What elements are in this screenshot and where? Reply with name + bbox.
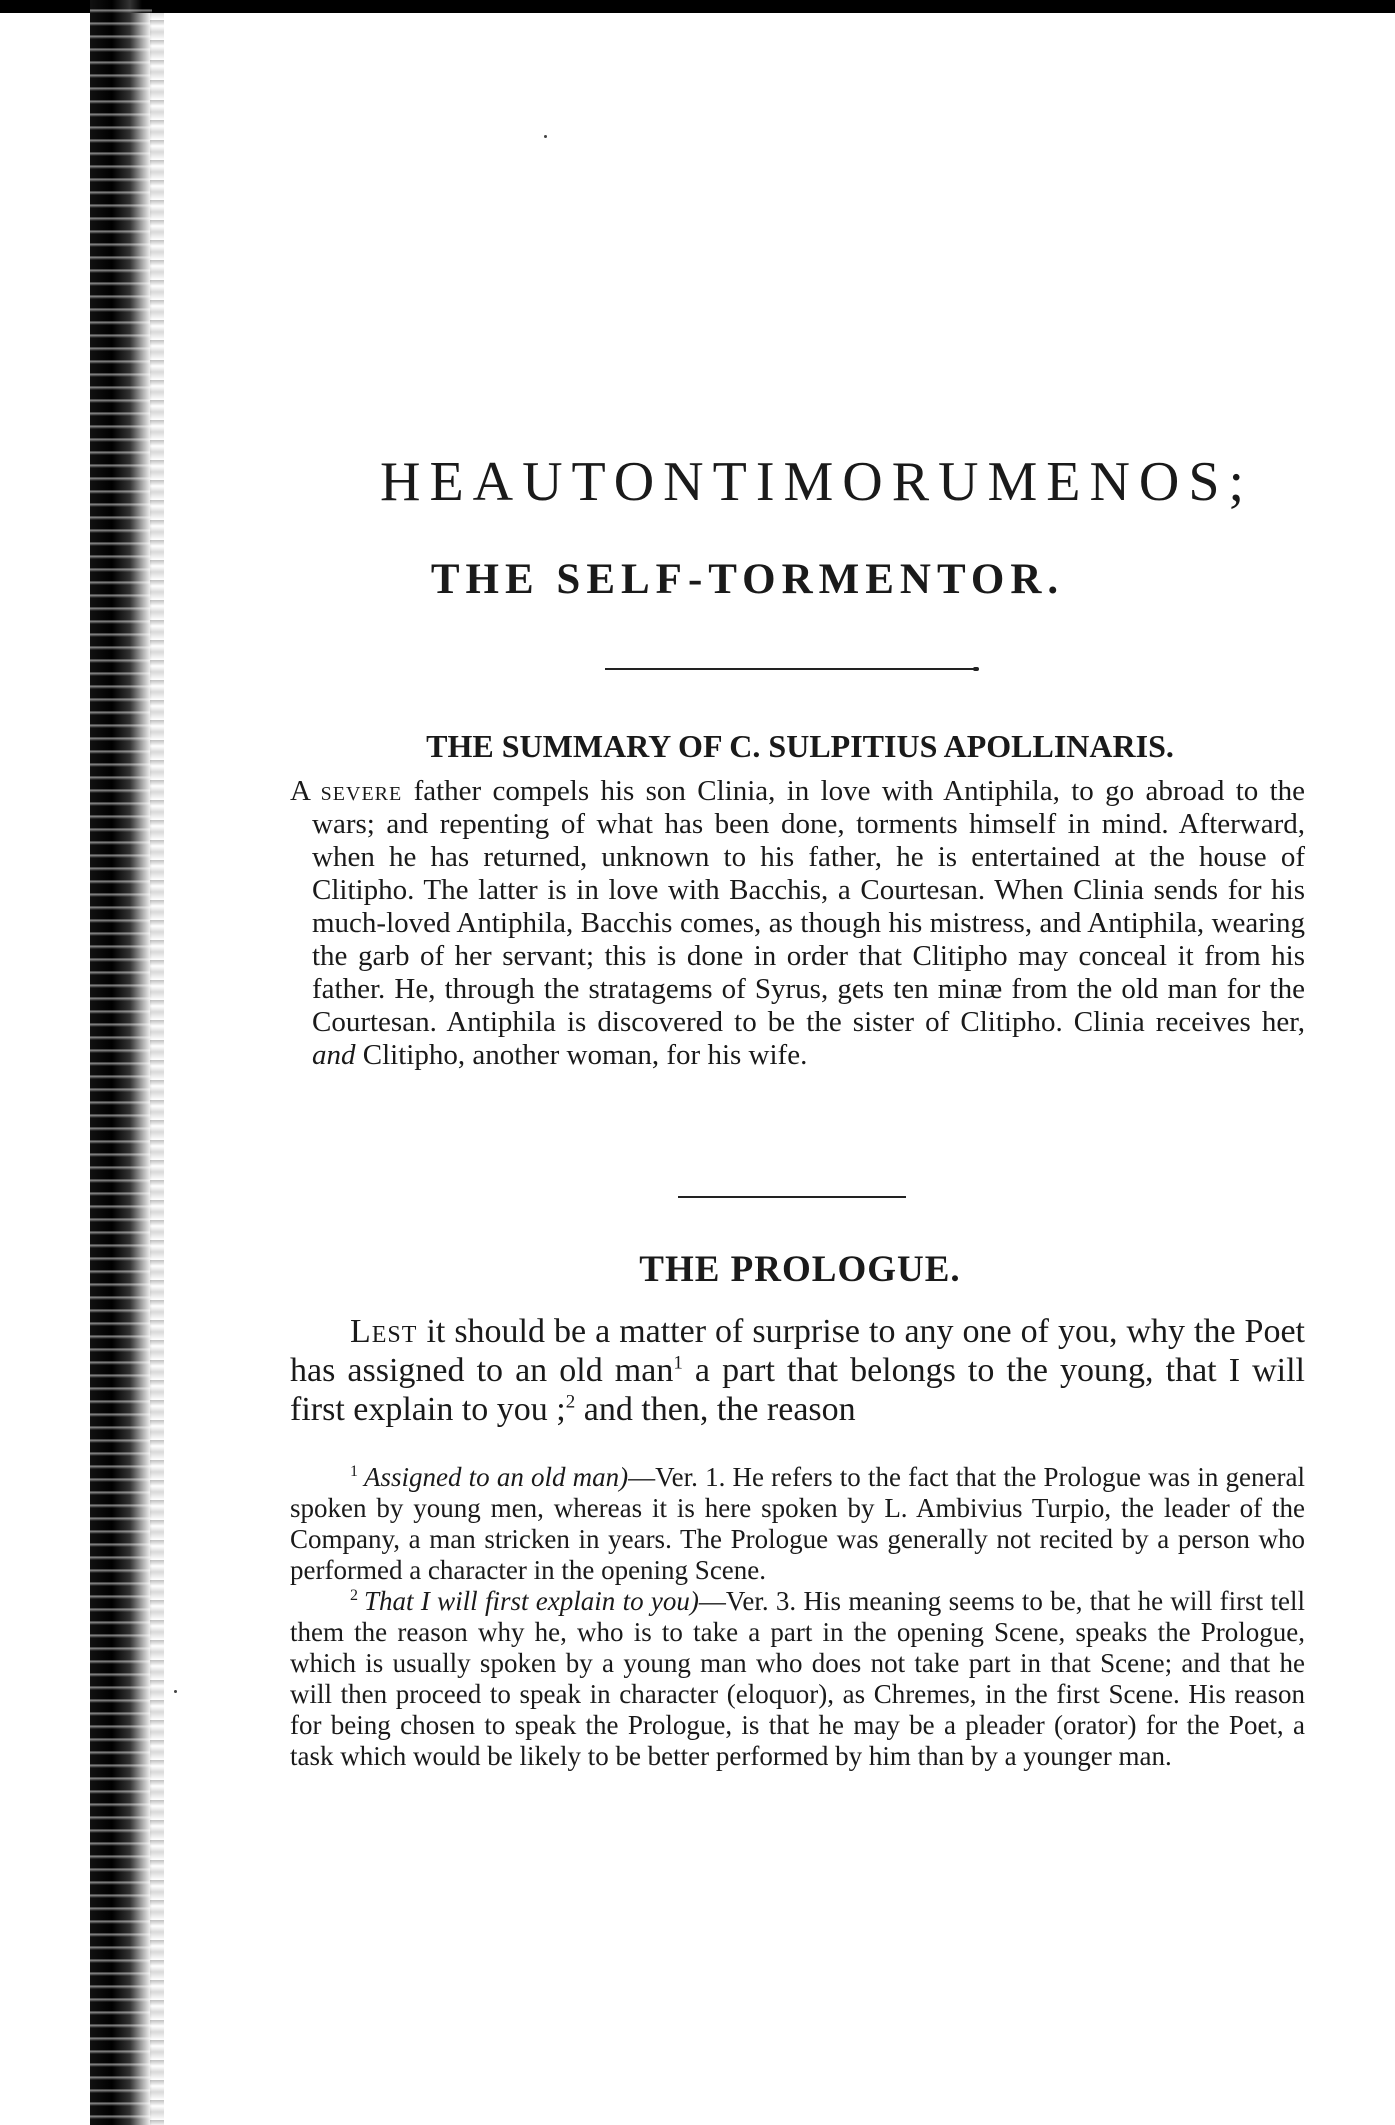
footnotes (290, 1462, 1305, 1772)
summary-paragraph (290, 775, 1305, 1072)
page-title: HEAUTONTIMORUMENOS; (380, 451, 1254, 513)
prologue-text-c: and then, the reason (583, 1391, 856, 1428)
page-subtitle: THE SELF-TORMENTOR. (430, 556, 1065, 603)
footnote-marker-1: 1 (673, 1352, 683, 1374)
prologue-text-b: a part that belongs to the young, that I will first explain to you ; (290, 1352, 1305, 1428)
summary-heading: THE SUMMARY OF C. SULPITIUS APOLLINARIS. (426, 728, 1174, 764)
summary-lead-word: severe (320, 775, 403, 807)
footnote (290, 1462, 1305, 1586)
section-divider-short (678, 1196, 906, 1198)
prologue-paragraph (290, 1312, 1305, 1429)
footnote-marker-2: 2 (565, 1391, 576, 1413)
footnote-reference: That I will first explain to you) (364, 1586, 699, 1616)
footnote-reference: Assigned to an old man) (364, 1462, 629, 1492)
summary-text: father compels his son Clinia, in love with Antiphila, to go abroad to the wars; and repenting of what has been done, torments himself in mind. Afterward, when he has returned, unknown to his father, he is entertained at the house of Clitipho. The latter is in love with Bacchis, a Courtesan. When Clinia sends for his much-loved Antiphila, Bacchis comes, as though his mistress, and Antiphila, wearing the garb of her servant; this is done in order that Clitipho may conceal it from his father. He, through the stratagems of Syrus, gets ten minæ from the old man for the Courtesan. Antiphila is discovered to be the sister of Clitipho. Clinia receives her, (312, 775, 1306, 1038)
footnote-text: —Ver. 3. His meaning seems to be, that he will first tell them the reason why he, who is to take a part in the opening Scene, speaks the Prologue, which is usually spoken by a young man who does not take part in that Scene; and that he will then proceed to speak in character (eloquor), as Chremes, in the first Scene. His reason for being chosen to speak the Prologue, is that he may be a pleader (orator) for the Poet, a task which would be likely to be better performed by him than by a younger man. (290, 1586, 1305, 1771)
prologue-lead-word: Lest (350, 1313, 418, 1350)
section-divider (605, 668, 977, 670)
top-border (0, 0, 1395, 13)
footnote-text: —Ver. 1. He refers to the fact that the Prologue was in general spoken by young men, whereas it is here spoken by L. Ambivius Turpio, the leader of the Company, a man stricken in years. The Prologue was generally not recited by a person who performed a character in the opening Scene. (290, 1462, 1305, 1585)
summary-lead-letter: A (290, 775, 310, 807)
footnote-number: 1 (350, 1463, 358, 1480)
prologue-text-a: it should be a matter of surprise to any one of you, why the Poet has assigned to an old man (290, 1313, 1305, 1389)
print-speck (174, 1690, 177, 1693)
prologue-heading: THE PROLOGUE. (639, 1249, 961, 1290)
section-divider-tip (973, 667, 979, 671)
summary-italic-word: and (312, 1039, 356, 1071)
footnote (290, 1586, 1305, 1772)
footnote-number: 2 (350, 1587, 358, 1604)
book-spine-shadow (90, 0, 152, 2125)
print-speck (544, 135, 547, 138)
book-spine-edge (150, 0, 164, 2125)
summary-tail: Clitipho, another woman, for his wife. (362, 1039, 808, 1071)
